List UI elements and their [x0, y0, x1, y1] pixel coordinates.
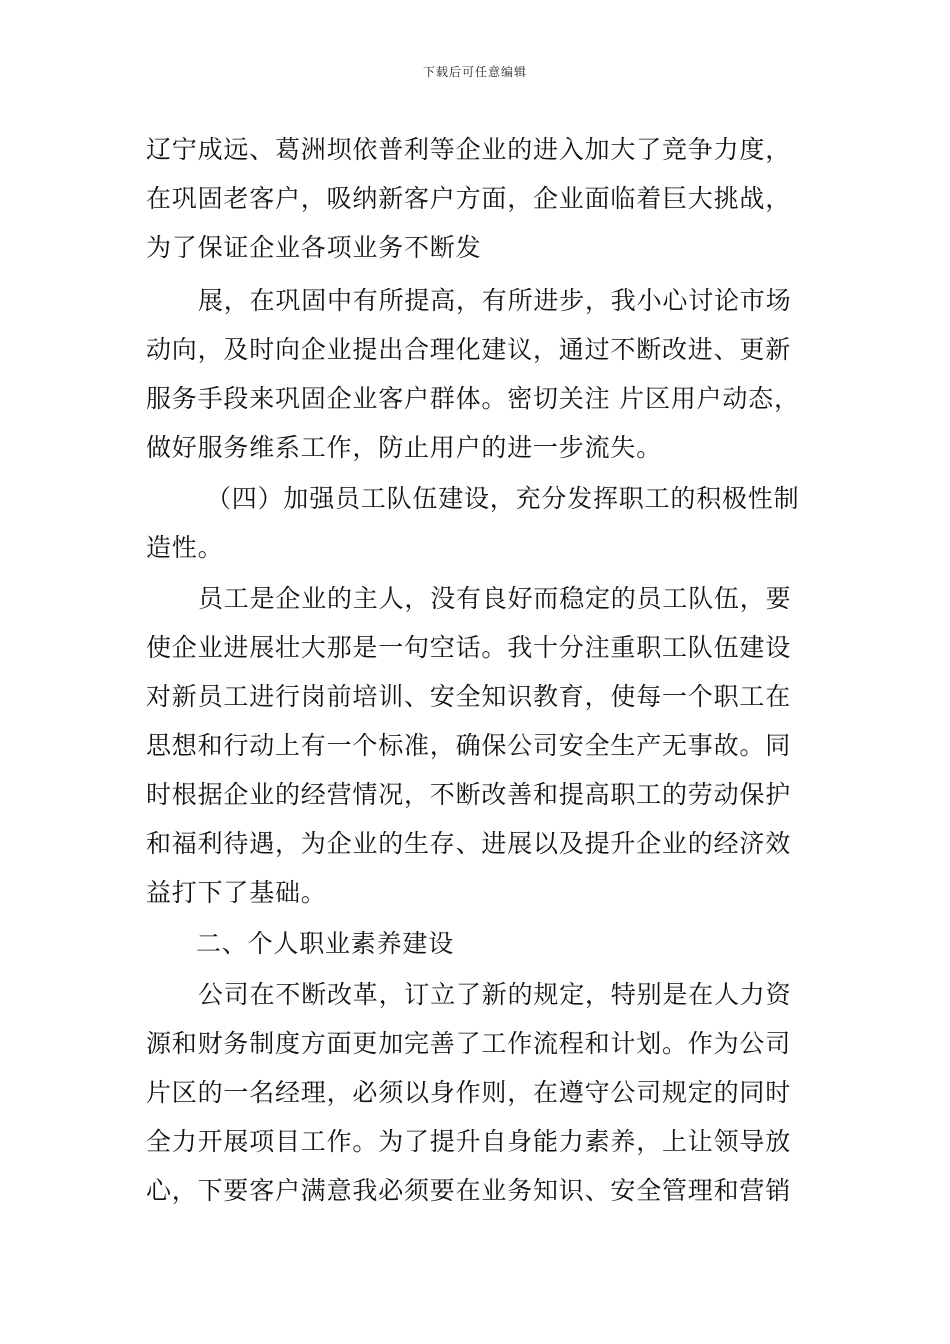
body-line: 和福利待遇，为企业的生存、进展以及提升企业的经济效 [146, 829, 792, 858]
body-line: 动向，及时向企业提出合理化建议，通过不断改进、更新 [146, 335, 792, 364]
section-heading: 二、个人职业素养建设 [196, 929, 455, 958]
body-line: 时根据企业的经营情况，不断改善和提高职工的劳动保护 [146, 780, 792, 809]
body-line: 在巩固老客户，吸纳新客户方面，企业面临着巨大挑战， [146, 184, 792, 213]
body-line: 服务手段来巩固企业客户群体。密切关注 片区用户动态， [146, 384, 800, 413]
body-line: 片区的一名经理，必须以身作则，在遵守公司规定的同时 [146, 1078, 792, 1107]
body-line: 益打下了基础。 [146, 878, 327, 907]
body-line: 为了保证企业各项业务不断发 [146, 233, 482, 262]
body-line: 公司在不断改革，订立了新的规定，特别是在人力资 [198, 980, 792, 1009]
body-line: 做好服务维系工作，防止用户的进一步流失。 [146, 433, 663, 462]
body-line: 对新员工进行岗前培训、安全知识教育，使每一个职工在 [146, 682, 792, 711]
body-line: 辽宁成远、葛洲坝依普利等企业的进入加大了竞争力度， [146, 135, 792, 164]
body-line: 心，下要客户满意我必须要在业务知识、安全管理和营销 [146, 1176, 792, 1205]
body-line: 全力开展项目工作。为了提升自身能力素养，上让领导放 [146, 1127, 792, 1156]
section-heading: （四）加强员工队伍建设，充分发挥职工的积极性制 [206, 484, 800, 513]
body-line: 源和财务制度方面更加完善了工作流程和计划。作为公司 [146, 1029, 792, 1058]
body-line: 员工是企业的主人，没有良好而稳定的员工队伍，要 [198, 584, 792, 613]
body-line: 使企业进展壮大那是一句空话。我十分注重职工队伍建设 [146, 633, 792, 662]
body-line: 展，在巩固中有所提高，有所进步，我小心讨论市场 [198, 286, 792, 315]
header-note: 下载后可任意编辑 [422, 65, 527, 79]
body-line: 思想和行动上有一个标准，确保公司安全生产无事故。同 [146, 731, 792, 760]
body-line: 造性。 [146, 533, 224, 562]
